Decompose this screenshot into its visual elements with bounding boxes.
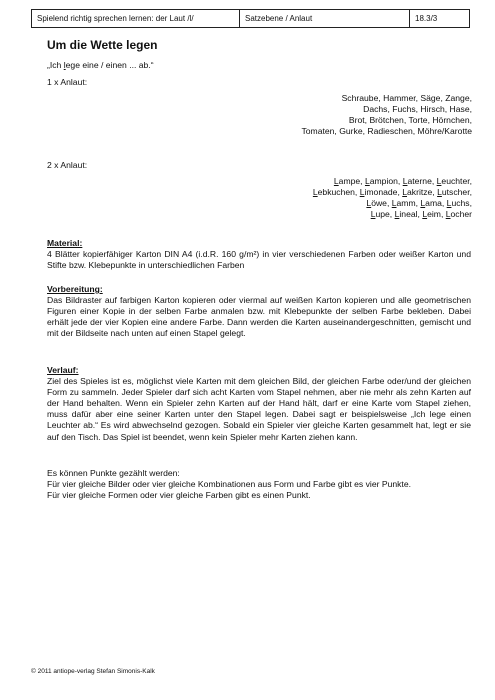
vorbereitung-text: Das Bildraster auf farbigen Karton kopieren oder viermal auf weißen Karton kopieren und alle geometrischen Figuren einer Kopie in der selben Farbe anmalen bzw. mit Klebepunkte der selben Farbe bekleben. Dabei erhält jede der vier Kopien eine andere Farbe. Dann werden die Karten auseinandergeschnitten, gemischt und mit der Bildseite nach unten auf einen Stapel gelegt. bbox=[47, 295, 471, 339]
anlaut1-line: Tomaten, Gurke, Radieschen, Möhre/Karotte bbox=[301, 126, 472, 137]
anlaut1-label: 1 x Anlaut: bbox=[47, 77, 88, 87]
underlined-initial: L bbox=[420, 198, 426, 209]
word-rest: aterne, bbox=[407, 176, 437, 186]
anlaut1-line: Schraube, Hammer, Säge, Zange, bbox=[341, 93, 472, 103]
underlined-initial: L bbox=[394, 209, 400, 220]
material-text: 4 Blätter kopierfähiger Karton DIN A4 (i.d.R. 160 g/m²) in vier verschiedenen Farben oder weißer Karton und Stifte bzw. Klebepunkte in unterschiedlichen Farben bbox=[47, 249, 471, 271]
punkte-intro: Es können Punkte gezählt werden: bbox=[47, 468, 180, 478]
anlaut1-word-list bbox=[172, 93, 472, 137]
word-rest: ampe, bbox=[338, 176, 365, 186]
word-rest: amm, bbox=[396, 198, 421, 209]
underlined-initial: L bbox=[445, 209, 451, 220]
material-heading: Material: bbox=[47, 238, 83, 248]
underlined-initial: L bbox=[312, 187, 318, 198]
verlauf-text: Ziel des Spieles ist es, möglichst viele Karten mit dem gleichen Bild, der gleichen Farbe oder/und der gleichen Form zu sammeln. Jeder Spieler darf sich acht Karten vom Stapel nehmen, aber nie mehr als zehn Karten auf der Hand behalten. Wenn ein Spieler zehn Karten auf der Hand hält, darf er eine Karte vom Stapel ziehen, muss dafür aber eine seiner Karten unter den Stapel legen. Dabei sagt er beispielsweise „Ich lege einen Leuchter ab.“ Es wird abwechselnd gezogen. Sobald ein Spieler vier gleiche Karten gesammelt hat, legt er sie auf den Tisch. Das Spiel ist beendet, wenn kein Spieler mehr Karten ziehen kann. bbox=[47, 376, 471, 442]
verlauf-section bbox=[47, 365, 471, 443]
underlined-initial: L bbox=[391, 198, 397, 209]
phrase-before: „Ich bbox=[47, 60, 64, 70]
copyright-footer: © 2011 antiope-verlag Stefan Simonis-Kalk bbox=[31, 668, 155, 675]
word-rest: ocher bbox=[450, 209, 472, 220]
word-rest: ineal, bbox=[399, 209, 423, 220]
underlined-initial: L bbox=[436, 176, 442, 186]
anlaut2-word-list bbox=[172, 176, 472, 220]
anlaut1-line: Dachs, Fuchs, Hirsch, Hase, bbox=[363, 104, 472, 115]
page-title: Um die Wette legen bbox=[47, 38, 158, 52]
vorbereitung-section bbox=[47, 284, 471, 339]
underlined-initial: L bbox=[359, 187, 365, 198]
word-rest: ama, bbox=[425, 198, 447, 209]
word-rest: ebkuchen, bbox=[317, 187, 360, 198]
header-level: Satzebene / Anlaut bbox=[240, 10, 410, 27]
anlaut2-line bbox=[172, 198, 472, 209]
underlined-initial: L bbox=[370, 209, 376, 220]
vorbereitung-heading: Vorbereitung: bbox=[47, 284, 103, 294]
underlined-initial: L bbox=[333, 176, 339, 186]
anlaut2-line bbox=[172, 209, 472, 220]
underlined-initial: L bbox=[366, 198, 372, 209]
material-section bbox=[47, 238, 471, 271]
phrase-after: ege eine / einen ... ab.“ bbox=[65, 60, 154, 70]
word-rest: euchter, bbox=[441, 176, 472, 186]
punkte-section bbox=[47, 468, 477, 501]
word-rest: utscher, bbox=[441, 187, 472, 198]
header-page-number: 18.3/3 bbox=[415, 14, 438, 23]
underlined-initial: L bbox=[422, 209, 428, 220]
word-rest: eim, bbox=[427, 209, 446, 220]
anlaut1-line: Brot, Brötchen, Torte, Hörnchen, bbox=[348, 115, 472, 126]
underlined-initial: L bbox=[364, 176, 370, 186]
underlined-initial: L bbox=[402, 187, 408, 198]
target-phrase bbox=[47, 60, 154, 71]
word-rest: imonade, bbox=[364, 187, 403, 198]
word-rest: uchs, bbox=[451, 198, 472, 209]
word-rest: upe, bbox=[375, 209, 395, 220]
header-topic: Spielend richtig sprechen lernen: der Laut /l/ bbox=[32, 10, 240, 27]
word-rest: akritze, bbox=[407, 187, 438, 198]
punkte-rule-1: Für vier gleiche Bilder oder vier gleiche Kombinationen aus Form und Farbe gibt es vier Punkte. bbox=[47, 479, 411, 490]
word-rest: ampion, bbox=[369, 176, 403, 186]
underlined-initial: L bbox=[446, 198, 452, 209]
phrase-underlined: l bbox=[63, 60, 66, 70]
verlauf-heading: Verlauf: bbox=[47, 365, 79, 375]
underlined-initial: L bbox=[402, 176, 408, 186]
anlaut2-line bbox=[172, 176, 472, 187]
page-header bbox=[31, 9, 470, 28]
underlined-initial: L bbox=[437, 187, 442, 198]
anlaut2-label: 2 x Anlaut: bbox=[47, 160, 88, 170]
punkte-rule-2: Für vier gleiche Formen oder vier gleiche Farben gibt es einen Punkt. bbox=[47, 490, 311, 501]
anlaut2-line bbox=[172, 187, 472, 198]
word-rest: öwe, bbox=[371, 198, 392, 209]
